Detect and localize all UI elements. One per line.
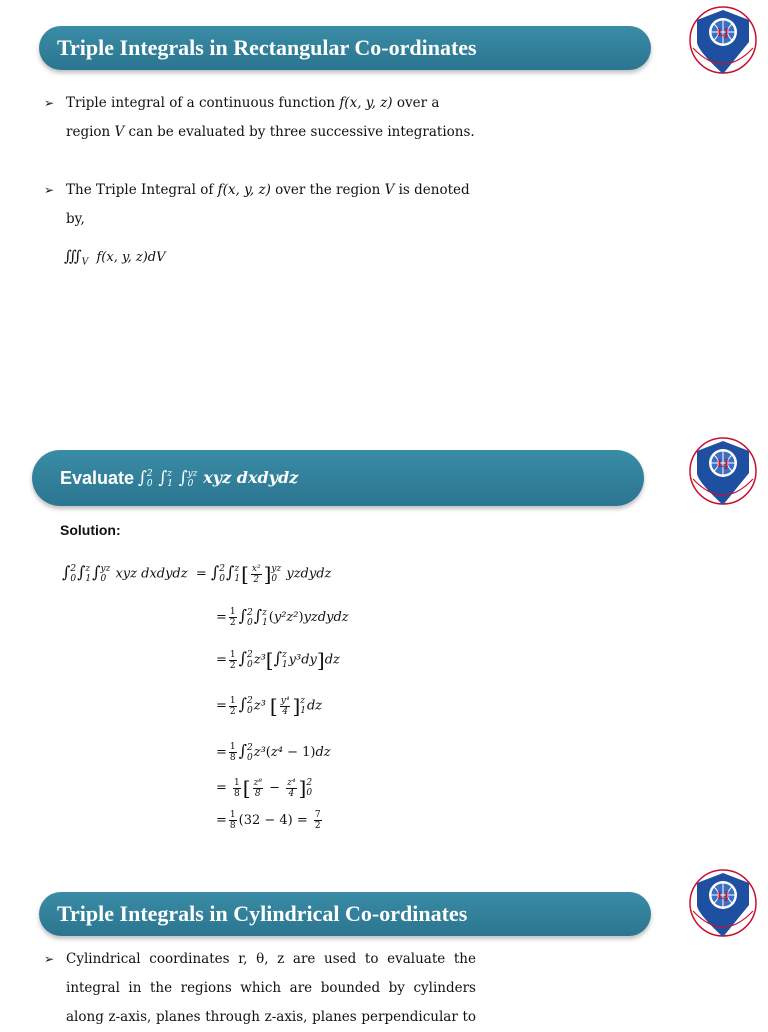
text-run: region <box>66 124 115 140</box>
evaluate-prefix: Evaluate <box>60 467 135 488</box>
text-run: is denoted <box>394 182 470 198</box>
solution-line-5: = $\frac{1}{8}$ ∫ 2 0 z³(z⁴ − 1)dz <box>216 741 331 763</box>
text-run: The Triple Integral of <box>66 182 218 198</box>
math-variable: V <box>114 124 125 140</box>
svg-text:LJ: LJ <box>717 891 729 902</box>
text-line: along z-axis, planes through z-axis, planes perpendicular to <box>66 1009 476 1025</box>
solution-line-1: ∫ 2 0 ∫ z 1 ∫ yz 0 xyz dxdydz = ∫ 2 0 ∫ z 1 [ $\frac{\text{x²}}{2}$ ] yz 0 yzdydz <box>62 562 332 586</box>
solution-line-7: = $\frac{1}{8}$ (32 − 4) = $\frac{7}{2}$ <box>216 810 321 831</box>
solution-label: Solution: <box>60 522 121 538</box>
triple-integral-formula <box>64 247 166 268</box>
bullet-paragraph-3 <box>66 945 476 1032</box>
text-line: integral in the regions which are bounded by cylinders <box>66 980 476 996</box>
integral-subscript: V <box>81 257 89 268</box>
math-function: f(x, y, z) <box>217 182 271 198</box>
section-title-banner <box>39 26 651 70</box>
solution-line-3: = $\frac{1}{2}$ ∫ 2 0 z³[∫ z 1 y³dy]dz <box>216 648 340 672</box>
text-run: Triple integral of a continuous function <box>66 95 340 111</box>
solution-line-4: = $\frac{1}{2}$ ∫ 2 0 z³ [ $\frac{\text{y⁴}}{4}$ ] z 1 dz <box>216 694 323 718</box>
institute-logo <box>687 867 759 939</box>
solution-line-2: = $\frac{1}{2}$ ∫ 2 0 ∫ z 1 (y²z²)yzdydz <box>216 606 349 628</box>
bullet-arrow-icon: ➢ <box>44 96 55 110</box>
integral-symbol: ∭ <box>64 247 82 265</box>
bullet-paragraph-1 <box>66 89 486 147</box>
text-run: over a <box>392 95 440 111</box>
bullet-arrow-icon: ➢ <box>44 952 55 966</box>
formula-body: f(x, y, z)dV <box>96 250 166 265</box>
section-title-banner <box>39 892 651 936</box>
institute-logo <box>687 435 759 507</box>
section-title: Triple Integrals in Cylindrical Co-ordinates <box>57 901 468 926</box>
integrand: xyz dxdydz <box>203 467 299 487</box>
bullet-paragraph-2 <box>66 176 486 234</box>
bullet-arrow-icon: ➢ <box>44 183 55 197</box>
evaluate-integral: ∫ 2 0 ∫ z 1 ∫ yz 0 xyz dxdydz <box>138 467 299 489</box>
svg-text:LJ: LJ <box>717 459 729 470</box>
text-run: can be evaluated by three successive integrations. <box>124 124 475 140</box>
evaluate-banner <box>32 450 644 506</box>
math-variable: V <box>384 182 395 198</box>
solution-line-6: = $\frac{1}{8}$ [ $\frac{\text{z⁸}}{8}$ − $\frac{\text{z⁴}}{4}$ ] 2 0 <box>216 776 313 800</box>
math-function: f(x, y, z) <box>339 95 393 111</box>
institute-logo <box>687 4 759 76</box>
text-run: by, <box>66 211 85 227</box>
section-title: Triple Integrals in Rectangular Co-ordinates <box>57 35 477 60</box>
text-run: over the region <box>270 182 385 198</box>
text-line: Cylindrical coordinates r, θ, z are used to evaluate the <box>66 951 476 967</box>
svg-text:LJ: LJ <box>717 28 729 39</box>
